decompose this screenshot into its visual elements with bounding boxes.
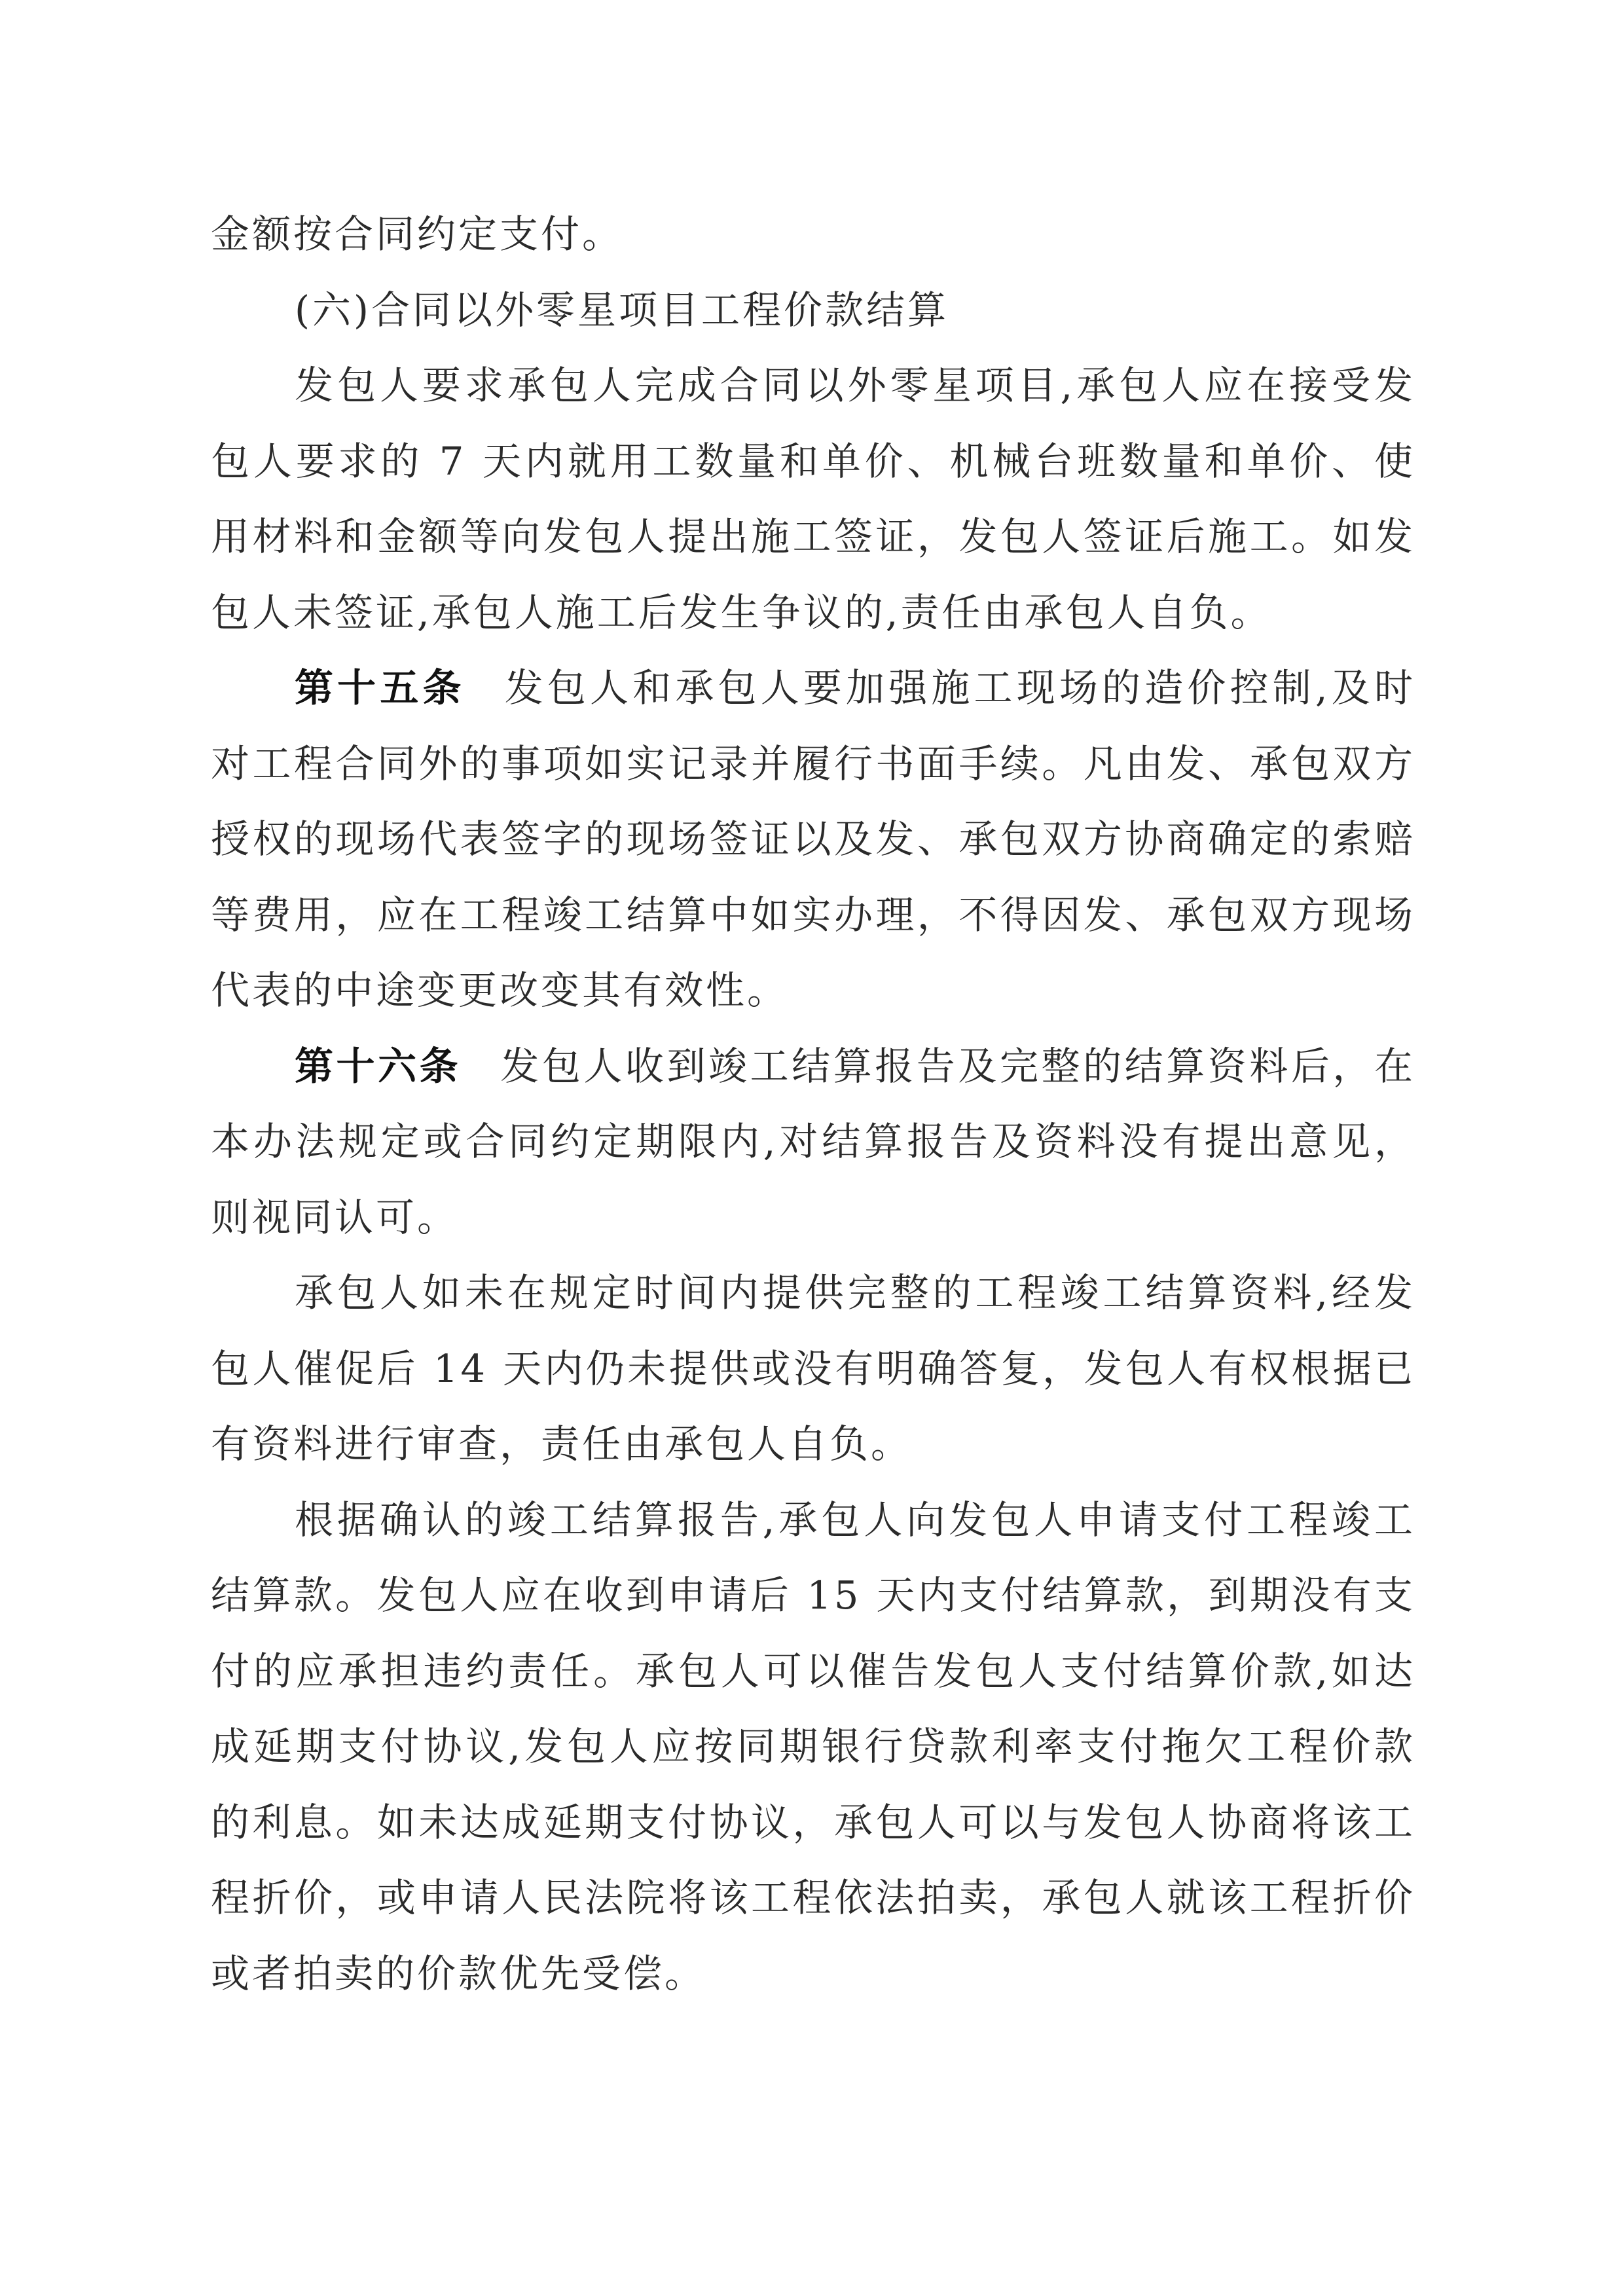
paragraph-continuation: 金额按合同约定支付。 xyxy=(211,211,624,257)
article-15-text: 发包人和承包人要加强施工现场的造价控制,及时对工程合同外的事项如实记录并履行书面手续。凡由发、承包双方授权的现场代表签字的现场签证以及发、承包双方协商确定的索赔等费用，应在工程竣工结算中如实办理，不得因发、承包双方现场代表的中途变更改变其有效性。 xyxy=(211,665,1415,1013)
article-15 xyxy=(211,650,1415,1029)
paragraph-settlement-payment: 根据确认的竣工结算报告,承包人向发包人申请支付工程竣工结算款。发包人应在收到申请后 15 天内支付结算款，到期没有支付的应承担违约责任。承包人可以催告发包人支付结算价款,如达成延期支付协议,发包人应按同期银行贷款利率支付拖欠工程价款的利息。如未达成延期支付协议，承包人可以与发包人协商将该工程折价，或申请人民法院将该工程依法拍卖，承包人就该工程折价或者拍卖的价款优先受偿。 xyxy=(211,1497,1415,1996)
article-15-label: 第十五条 xyxy=(295,665,465,710)
article-16-label: 第十六条 xyxy=(295,1043,462,1089)
article-16-text: 发包人收到竣工结算报告及完整的结算资料后，在本办法规定或合同约定期限内,对结算报告及资料没有提出意见，则视同认可。 xyxy=(211,1043,1415,1240)
article-16 xyxy=(211,1029,1415,1256)
paragraph-sporadic-items: 发包人要求承包人完成合同以外零星项目,承包人应在接受发包人要求的 7 天内就用工数量和单价、机械台班数量和单价、使用材料和金额等向发包人提出施工签证，发包人签证后施工。如发包人未签证,承包人施工后发生争议的,责任由承包人自负。 xyxy=(211,363,1415,635)
paragraph-settlement-materials: 承包人如未在规定时间内提供完整的工程竣工结算资料,经发包人催促后 14 天内仍未提供或没有明确答复，发包人有权根据已有资料进行审查，责任由承包人自负。 xyxy=(211,1270,1415,1467)
section-heading-six: (六)合同以外零星项目工程价款结算 xyxy=(295,287,949,333)
document-body xyxy=(211,196,1415,2011)
